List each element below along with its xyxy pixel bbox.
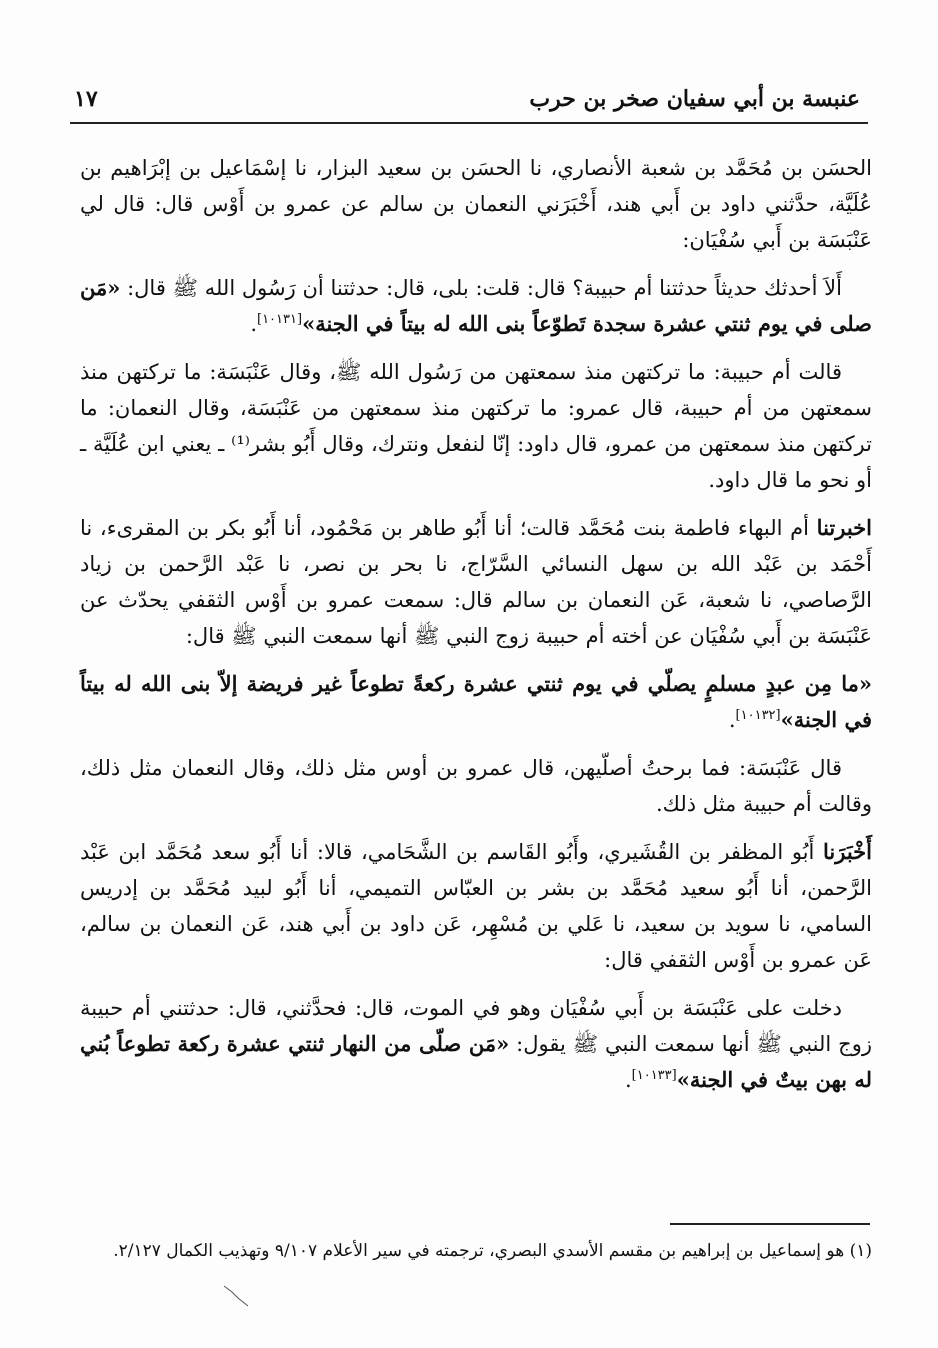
paragraph-text: الحسَن بن مُحَمَّد بن شعبة الأنصاري، نا الحسَن بن سعيد البزار، نا إسْمَاعيل بن إبْرَاهيم بن عُلَيَّة، حدَّثني داود بن أَبي هند، أَخْبَرَني النعمان بن سالم عن عمرو بن أَوْس قال: قال لي عَنْبَسَة بن أَبي سُفْيَان:	[80, 156, 872, 252]
paragraph-text: أَلاَ أحدثك حديثاً حدثتنا أم حبيبة؟ قال: قلت: بلى، قال: حدثتنا أن رَسُول الله ﷺ قال:	[120, 276, 842, 300]
paragraph-2	[80, 270, 872, 342]
isnad-lead-word: أَخْبَرَنا	[823, 839, 872, 864]
paragraph-4	[80, 510, 872, 654]
paragraph-5	[80, 666, 872, 738]
isnad-lead-word: اخبرتنا	[816, 515, 872, 540]
paragraph-7	[80, 834, 872, 978]
paragraph-text: قالت أم حبيبة: ما تركتهن منذ سمعتهن من رَسُول الله ﷺ، وقال عَنْبَسَة: ما تركتهن منذ سمعتهن من أم حبيبة، قال عمرو: ما تركتهن منذ سمعتهن من عَنْبَسَة، وقال النعمان: ما تركتهن منذ سمعتهن من عمرو، قال داود: إنّا لنفعل ونترك، وقال أَبُو بشر⁽¹⁾ ـ يعني ابن عُلَيَّة ـ أو نحو ما قال داود.	[80, 360, 872, 492]
paragraph-3	[80, 354, 872, 498]
stray-pen-mark	[222, 1284, 252, 1310]
hadith-reference: [١٠١٣١]	[257, 312, 303, 327]
header-title: عنبسة بن أبي سفيان صخر بن حرب	[529, 86, 860, 112]
paragraph-tail: .	[624, 1068, 632, 1092]
paragraph-text: أَبُو المظفر بن القُشَيري، وأَبُو القَاسم بن الشَّحَامي، قالا: أنا أَبُو سعد مُحَمَّد ابن عَبْد الرَّحمن، أنا أَبُو سعيد مُحَمَّد بن بشر بن العبّاس التميمي، أنا أَبُو لبيد مُحَمَّد بن إدريس السامي، نا سويد بن سعيد، نا عَلي بن مُسْهِر، عَن داود بن أَبي هند، عَن النعمان بن سالم، عَن عمرو بن أَوْس الثقفي قال:	[80, 840, 872, 972]
paragraph-text: أم البهاء فاطمة بنت مُحَمَّد قالت؛ أنا أَبُو طاهر بن مَحْمُود، أنا أَبُو بكر بن المقرىء، نا أَحْمَد بن عَبْد الله بن سهل النسائي السَّرّاج، نا بحر بن نصر، نا عَبْد الرَّحمن بن زياد الرَّصاصي، نا شعبة، عَن النعمان بن سالم قال: سمعت عمرو بن أَوْس الثقفي يحدّث عن عَنْبَسَة بن أَبي سُفْيَان عن أخته أم حبيبة زوج النبي ﷺ أنها سمعت النبي ﷺ قال:	[80, 516, 872, 648]
main-text	[80, 150, 872, 1110]
paragraph-text: دخلت على عَنْبَسَة بن أَبي سُفْيَان وهو في الموت، قال: فحدَّثني، قال: حدثتني أم حبيبة زوج النبي ﷺ أنها سمعت النبي ﷺ يقول:	[80, 996, 872, 1056]
paragraph-tail: .	[250, 312, 257, 336]
footnote-divider	[670, 1223, 870, 1225]
running-header	[70, 82, 868, 124]
paragraph-tail: .	[728, 708, 736, 732]
paragraph-6	[80, 750, 872, 822]
footnote-text: (١) هو إسماعيل بن إبراهيم بن مقسم الأسدي البصري، ترجمته في سير الأعلام ٩/١٠٧ وتهذيب الكمال ٢/١٢٧.	[113, 1241, 872, 1261]
hadith-text: «مَن صلّى من النهار ثنتي عشرة ركعة تطوعاً بُني له بهن بيتٌ في الجنة»	[80, 1031, 872, 1092]
paragraph-text: قال عَنْبَسَة: فما برحتُ أصلّيهن، قال عمرو بن أوس مثل ذلك، وقال النعمان مثل ذلك، وقالت أم حبيبة مثل ذلك.	[80, 756, 872, 816]
page-number: ١٧	[74, 86, 98, 112]
hadith-text: «ما مِن عبدٍ مسلمٍ يصلّي في يوم ثنتي عشرة ركعةً تطوعاً غير فريضة إلاّ بنى الله له بيتاً في الجنة»	[80, 671, 872, 732]
paragraph-8	[80, 990, 872, 1098]
footnote	[80, 1236, 872, 1266]
hadith-reference: [١٠١٣٢]	[735, 708, 781, 723]
paragraph-1	[80, 150, 872, 258]
hadith-reference: [١٠١٣٣]	[631, 1068, 677, 1083]
hadith-text: «مَن صلى في يوم ثنتي عشرة سجدة تَطوّعاً بنى الله له بيتاً في الجنة»	[80, 275, 872, 336]
